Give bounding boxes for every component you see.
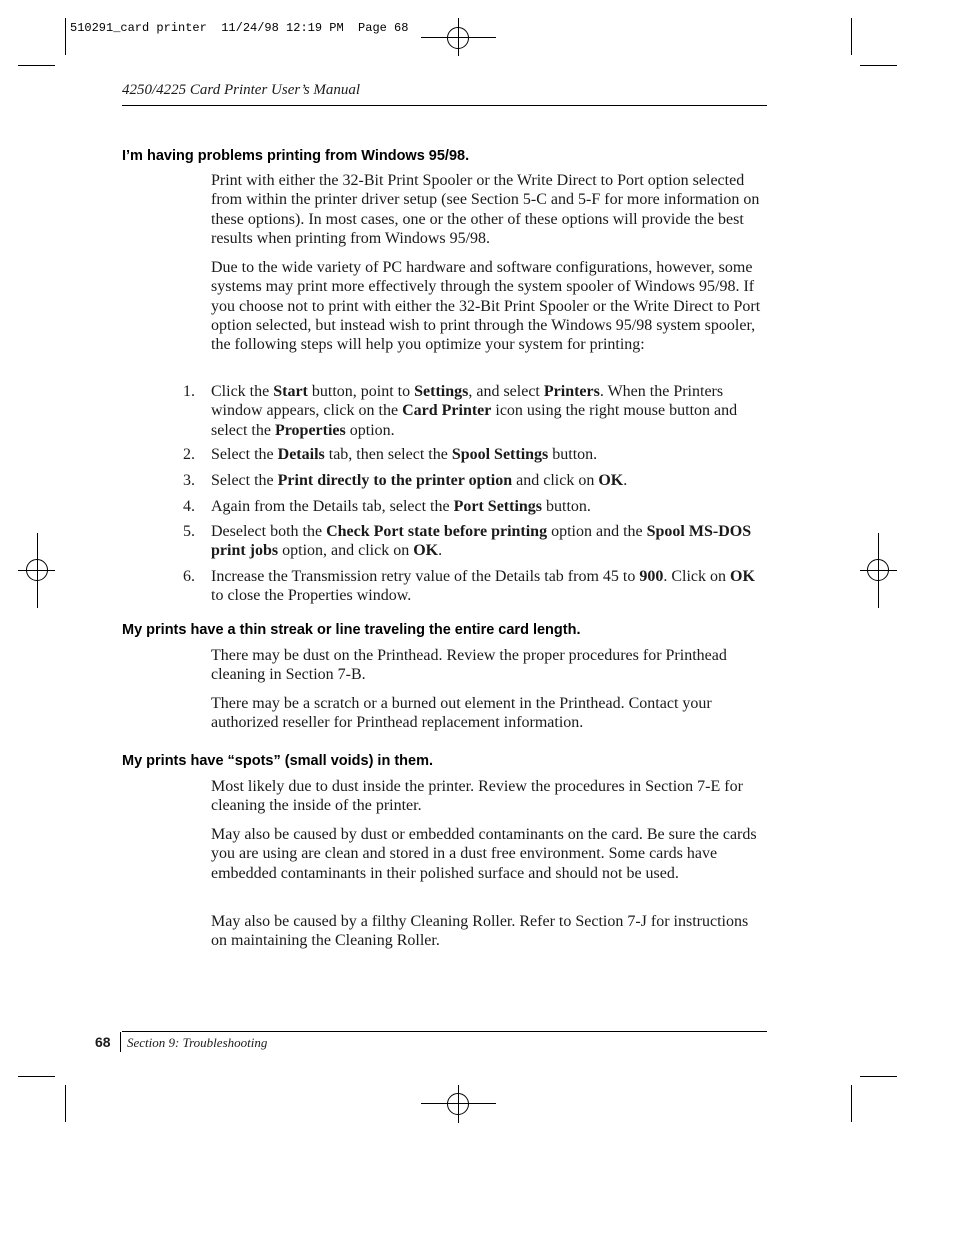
text-run: . Click on [663,568,731,585]
paragraph: Due to the wide variety of PC hardware and software configurations, however, some systems may print more effectively through the system spooler of Windows 95/98. If you choose not to print with either the 32-Bit Print Spooler or the Write Direct to Port option selected, but instead wish to print through the Windows 95/98 system spooler, the following steps will help you optimize your system for printing: [211,259,761,354]
text-run: Click the [211,383,274,400]
text-run: icon using the right mouse button and select the [211,402,738,439]
step-number: 3. [183,472,195,489]
header-rule [122,105,767,106]
text-run: button. [548,446,598,463]
section-heading: My prints have a thin streak or line traveling the entire card length. [122,622,581,638]
paragraph: May also be caused by a filthy Cleaning Roller. Refer to Section 7-J for instructions on maintaining the Cleaning Roller. [211,913,749,950]
step-number: 6. [183,568,195,585]
paragraph: There may be dust on the Printhead. Review the proper procedures for Printhead cleaning in Section 7-B. [211,647,727,684]
bold-term: Spool Settings [451,446,549,463]
step-text [211,382,767,440]
list-item [183,497,767,516]
text-run: , and select [468,383,544,400]
text-run: and click on [512,472,599,489]
page-number: 68 [95,1034,111,1050]
step-text [211,567,767,606]
paragraph: May also be caused by dust or embedded contaminants on the card. Be sure the cards you are using are clean and stored in a dust free environment. Some cards have embedded contaminants in their polished surface and should not be used. [211,826,757,882]
text-run: button. [542,498,591,515]
text-run: Deselect both the [211,523,327,540]
text-run: option, and click on [278,542,414,560]
paragraph: Print with either the 32-Bit Print Spooler or the Write Direct to Port option selected from within the printer driver setup (see Section 5-C and 5-F for more information on these options). In most cases, one or the other of these options will provide the best results when printing from Windows 95/98. [211,172,760,247]
bold-term: Settings [414,383,469,400]
text-run: . [438,542,443,560]
text-run: . [623,472,628,489]
bold-term: OK [598,472,624,489]
list-item [183,522,767,561]
bold-term: OK [413,542,439,560]
bold-term: Print directly to the printer option [277,472,513,489]
bold-term: 900 [639,568,664,585]
text-run: Select the [211,472,278,489]
text-run: . When the Printers window appears, click on the [211,383,724,420]
text-run: option. [345,421,395,439]
list-item [183,567,767,606]
text-run: tab, then select the [324,446,452,463]
bold-term: Check Port state before printing [326,523,548,540]
step-text [211,471,767,490]
bold-term: OK [730,568,755,585]
footer-rule [122,1031,767,1032]
list-item [183,471,767,490]
text-run: to close the Properties window. [211,587,412,605]
print-slug: 510291_card printer 11/24/98 12:19 PM Page 68 [70,21,409,35]
step-number: 5. [183,523,195,540]
bold-term: Start [273,383,308,400]
footer-section-title: Section 9: Troubleshooting [127,1035,268,1050]
text-run: Increase the Transmission retry value of the Details tab from 45 to [211,568,640,585]
section-heading: My prints have “spots” (small voids) in them. [122,753,434,769]
step-number: 4. [183,498,195,515]
step-text [211,522,767,561]
text-run: button, point to [307,383,415,400]
bold-term: Spool MS-DOS print jobs [211,523,752,560]
running-head: 4250/4225 Card Printer User’s Manual [122,82,361,98]
step-text [211,497,767,516]
text-run: Select the [211,446,278,463]
footer-divider [120,1032,121,1052]
paragraph: Most likely due to dust inside the printer. Review the procedures in Section 7-E for cleaning the inside of the printer. [211,778,743,815]
step-text [211,445,767,464]
bold-term: Printers [543,383,600,400]
bold-term: Details [277,446,325,463]
text-run: Again from the Details tab, select the [211,498,454,515]
bold-term: Properties [274,421,346,439]
list-item [183,382,767,440]
bold-term: Port Settings [453,498,543,515]
step-number: 1. [183,383,195,400]
list-item [183,445,767,464]
bold-term: Card Printer [402,402,492,420]
step-number: 2. [183,446,195,463]
section-heading: I’m having problems printing from Windows 95/98. [122,148,470,164]
text-run: option and the [547,523,647,540]
paragraph: There may be a scratch or a burned out element in the Printhead. Contact your authorized reseller for Printhead replacement information. [211,695,712,732]
